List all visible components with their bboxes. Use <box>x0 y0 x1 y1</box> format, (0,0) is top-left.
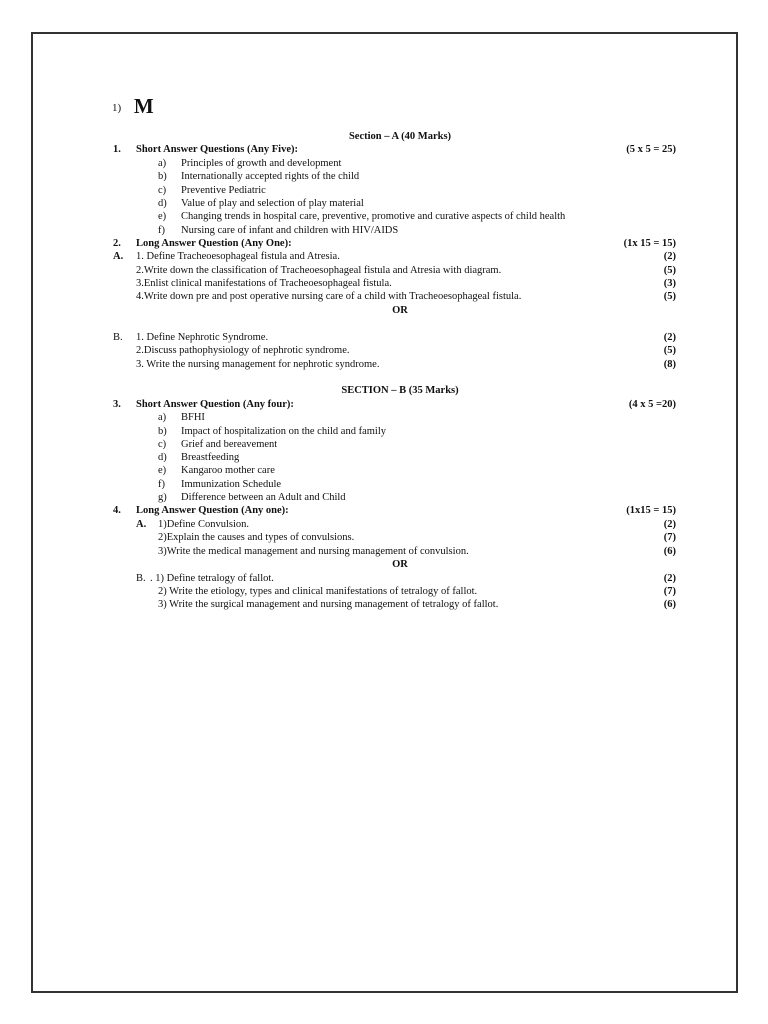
question-number: 3. <box>113 399 121 410</box>
sub-question-text: 1. Define Tracheoesophageal fistula and Atresia. <box>136 251 340 262</box>
sub-question-marks: (5) <box>663 265 676 276</box>
sub-question <box>0 331 768 345</box>
sub-question-marks: (2) <box>663 251 676 262</box>
option-label: B. <box>113 332 123 343</box>
list-item <box>0 478 768 492</box>
question-1-header <box>0 143 768 157</box>
sub-question <box>0 531 768 545</box>
item-letter: g) <box>158 492 167 503</box>
item-letter: e) <box>158 211 167 222</box>
section-a-title: Section – A (40 Marks) <box>348 131 452 142</box>
item-text: Value of play and selection of play material <box>181 198 364 209</box>
question-number: 2. <box>113 238 121 249</box>
item-text: Grief and bereavement <box>181 439 278 450</box>
section-b-title: SECTION – B (35 Marks) <box>341 385 459 396</box>
list-item <box>0 210 768 224</box>
question-3-header <box>0 398 768 412</box>
sub-question-text: 2)Explain the causes and types of convulsions. <box>158 532 355 543</box>
sub-question-marks: (3) <box>663 278 676 289</box>
header-title: M <box>133 94 154 118</box>
sub-question-text: 3.Enlist clinical manifestations of Tracheoesophageal fistula. <box>136 278 392 289</box>
list-item <box>0 451 768 465</box>
item-text: Nursing care of infant and children with HIV/AIDS <box>181 225 399 236</box>
option-label: A. <box>113 251 124 262</box>
item-text: Changing trends in hospital care, preventive, promotive and curative aspects of child health <box>181 211 566 222</box>
sub-question <box>0 572 768 586</box>
question-title: Short Answer Questions (Any Five): <box>136 144 298 155</box>
sub-question-text: 3)Write the medical management and nursing management of convulsion. <box>158 546 469 557</box>
sub-question-text: 3. Write the nursing management for nephrotic syndrome. <box>136 359 380 370</box>
sub-question-marks: (2) <box>663 573 676 584</box>
list-item <box>0 157 768 171</box>
item-letter: d) <box>158 198 167 209</box>
sub-question-text: 2.Write down the classification of Tracheoesophageal fistula and Atresia with diagram. <box>136 265 502 276</box>
question-marks: (4 x 5 =20) <box>628 399 676 410</box>
question-title: Long Answer Question (Any One): <box>136 238 292 249</box>
question-number: 1. <box>113 144 121 155</box>
list-item <box>0 170 768 184</box>
section-a-title-line <box>0 130 768 144</box>
list-item <box>0 464 768 478</box>
list-item <box>0 411 768 425</box>
item-letter: b) <box>158 426 167 437</box>
item-text: Breastfeeding <box>181 452 240 463</box>
question-title: Short Answer Question (Any four): <box>136 399 294 410</box>
or-divider <box>0 304 768 318</box>
item-text: Immunization Schedule <box>181 479 282 490</box>
list-item <box>0 491 768 505</box>
item-text: Preventive Pediatric <box>181 185 266 196</box>
header-prefix: 1) <box>112 102 122 114</box>
item-text: Kangaroo mother care <box>181 465 275 476</box>
item-letter: f) <box>158 479 165 490</box>
or-divider <box>0 558 768 572</box>
sub-question <box>0 277 768 291</box>
option-label: B. <box>136 573 146 584</box>
item-text: BFHI <box>181 412 205 423</box>
or-text: OR <box>392 559 408 570</box>
sub-question-marks: (2) <box>663 519 676 530</box>
sub-question <box>0 585 768 599</box>
sub-question-marks: (2) <box>663 332 676 343</box>
sub-question-marks: (5) <box>663 291 676 302</box>
paper-header <box>112 94 154 119</box>
list-item <box>0 197 768 211</box>
question-2-header <box>0 237 768 251</box>
item-text: Impact of hospitalization on the child and family <box>181 426 386 437</box>
sub-question-text: 4.Write down pre and post operative nursing care of a child with Tracheoesophageal fistula. <box>136 291 522 302</box>
sub-question-text: 1)Define Convulsion. <box>158 519 249 530</box>
item-text: Principles of growth and development <box>181 158 342 169</box>
sub-question-text: 2) Write the etiology, types and clinical manifestations of tetralogy of fallot. <box>158 586 478 597</box>
sub-question <box>0 358 768 372</box>
item-letter: e) <box>158 465 167 476</box>
item-text: Internationally accepted rights of the child <box>181 171 360 182</box>
section-b-title-line <box>0 384 768 398</box>
sub-question <box>0 518 768 532</box>
sub-question <box>0 598 768 612</box>
item-letter: c) <box>158 439 167 450</box>
item-letter: b) <box>158 171 167 182</box>
list-item <box>0 438 768 452</box>
question-marks: (1x 15 = 15) <box>623 238 676 249</box>
question-marks: (1x15 = 15) <box>626 505 676 516</box>
item-letter: a) <box>158 412 167 423</box>
sub-question-marks: (7) <box>663 532 676 543</box>
list-item <box>0 224 768 238</box>
list-item <box>0 184 768 198</box>
sub-question-marks: (6) <box>663 546 676 557</box>
sub-question <box>0 250 768 264</box>
sub-question-text: 2.Discuss pathophysiology of nephrotic syndrome. <box>136 345 350 356</box>
sub-question-marks: (6) <box>663 599 676 610</box>
sub-question <box>0 545 768 559</box>
sub-question <box>0 264 768 278</box>
item-letter: a) <box>158 158 167 169</box>
sub-question <box>0 344 768 358</box>
item-letter: f) <box>158 225 165 236</box>
or-text: OR <box>392 305 408 316</box>
option-label: A. <box>136 519 147 530</box>
question-title: Long Answer Question (Any one): <box>136 505 289 516</box>
sub-question-text: 3) Write the surgical management and nursing management of tetralogy of fallot. <box>158 599 499 610</box>
question-4-header <box>0 504 768 518</box>
item-letter: d) <box>158 452 167 463</box>
question-number: 4. <box>113 505 121 516</box>
sub-question-text: 1. Define Nephrotic Syndrome. <box>136 332 269 343</box>
sub-question-marks: (8) <box>663 359 676 370</box>
item-letter: c) <box>158 185 167 196</box>
sub-question-marks: (7) <box>663 586 676 597</box>
sub-question-text: . 1) Define tetralogy of fallot. <box>150 573 274 584</box>
sub-question-marks: (5) <box>663 345 676 356</box>
list-item <box>0 425 768 439</box>
item-text: Difference between an Adult and Child <box>181 492 346 503</box>
question-marks: (5 x 5 = 25) <box>626 144 676 155</box>
sub-question <box>0 290 768 304</box>
